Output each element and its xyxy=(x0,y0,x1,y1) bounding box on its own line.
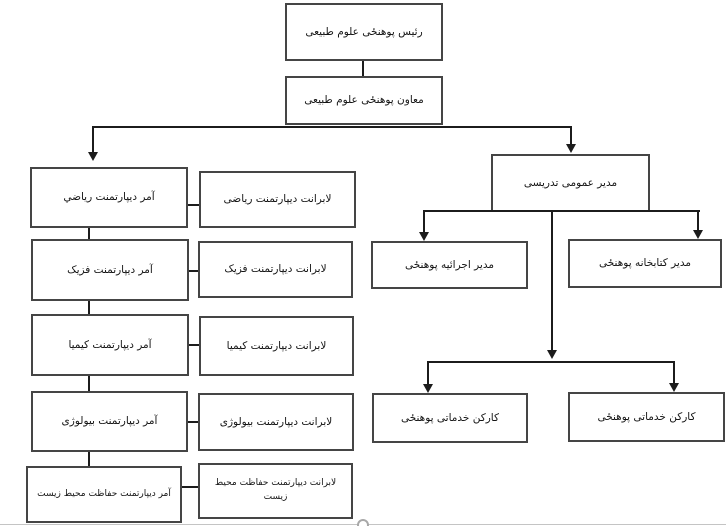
connector-to-executive xyxy=(423,210,425,232)
node-service-worker-right: کارکن خدماتی پوهنځی xyxy=(568,392,725,442)
node-dean: رئیس پوهنځی علوم طبیعی xyxy=(285,3,443,61)
node-biology-head: آمر دیپارتمنت بیولوژی xyxy=(31,391,188,452)
connector-to-service-left xyxy=(427,361,429,384)
node-math-head: آمر دیپارتمنت ریاضي xyxy=(30,167,188,228)
connector-biology-environment xyxy=(88,452,90,466)
node-environment-head: آمر دیپارتمنت حفاظت محیط زیست xyxy=(26,466,182,523)
node-math-lab: لابرانت دیپارتمنت ریاضی xyxy=(199,171,356,228)
arrowhead-to-executive-manager xyxy=(419,232,429,241)
node-chemistry-lab: لابرانت دیپارتمنت کیمیا xyxy=(199,316,354,376)
connector-teaching-to-services xyxy=(551,210,553,350)
arrowhead-to-teaching-manager xyxy=(566,144,576,153)
node-service-worker-left: کارکن خدماتی پوهنځی xyxy=(372,393,528,443)
arrowhead-to-service-worker-right xyxy=(669,383,679,392)
node-executive-manager: مدیر اجرائیه پوهنځی xyxy=(371,241,528,289)
connector-deputy-to-math xyxy=(92,126,94,152)
resize-handle[interactable] xyxy=(357,519,369,526)
connector-teaching-branch-bar xyxy=(423,210,700,212)
node-chemistry-head: آمر دیپارتمنت کیمیا xyxy=(31,314,189,376)
node-environment-lab: لابرانت دیپارتمنت حفاظت محیط زیست xyxy=(198,463,353,519)
connector-math-lab xyxy=(188,204,199,206)
connector-chemistry-lab xyxy=(189,344,199,346)
connector-deputy-to-teaching xyxy=(570,126,572,144)
connector-dean-deputy xyxy=(362,61,364,76)
node-library-manager: مدیر کتابخانه پوهنځی xyxy=(568,239,722,288)
node-teaching-manager: مدیر عمومی تدریسی xyxy=(491,154,650,212)
arrowhead-to-service-worker-left xyxy=(423,384,433,393)
connector-biology-lab xyxy=(188,421,198,423)
arrowhead-services-junction xyxy=(547,350,557,359)
connector-deputy-branch-bar xyxy=(92,126,572,128)
connector-services-branch-bar xyxy=(427,361,675,363)
connector-physics-lab xyxy=(189,270,198,272)
node-biology-lab: لابرانت دیپارتمنت بیولوژی xyxy=(198,393,354,451)
connector-to-library xyxy=(697,210,699,230)
node-deputy: معاون پوهنځی علوم طبیعی xyxy=(285,76,443,125)
connector-to-service-right xyxy=(673,361,675,383)
connector-environment-lab xyxy=(182,486,198,488)
connector-chemistry-biology xyxy=(88,376,90,391)
arrowhead-to-library-manager xyxy=(693,230,703,239)
connector-math-physics xyxy=(88,228,90,239)
node-physics-lab: لابرانت دیپارتمنت فزیک xyxy=(198,241,353,298)
node-physics-head: آمر دیپارتمنت فزیک xyxy=(31,239,189,301)
arrowhead-to-math-head xyxy=(88,152,98,161)
connector-physics-chemistry xyxy=(88,301,90,314)
